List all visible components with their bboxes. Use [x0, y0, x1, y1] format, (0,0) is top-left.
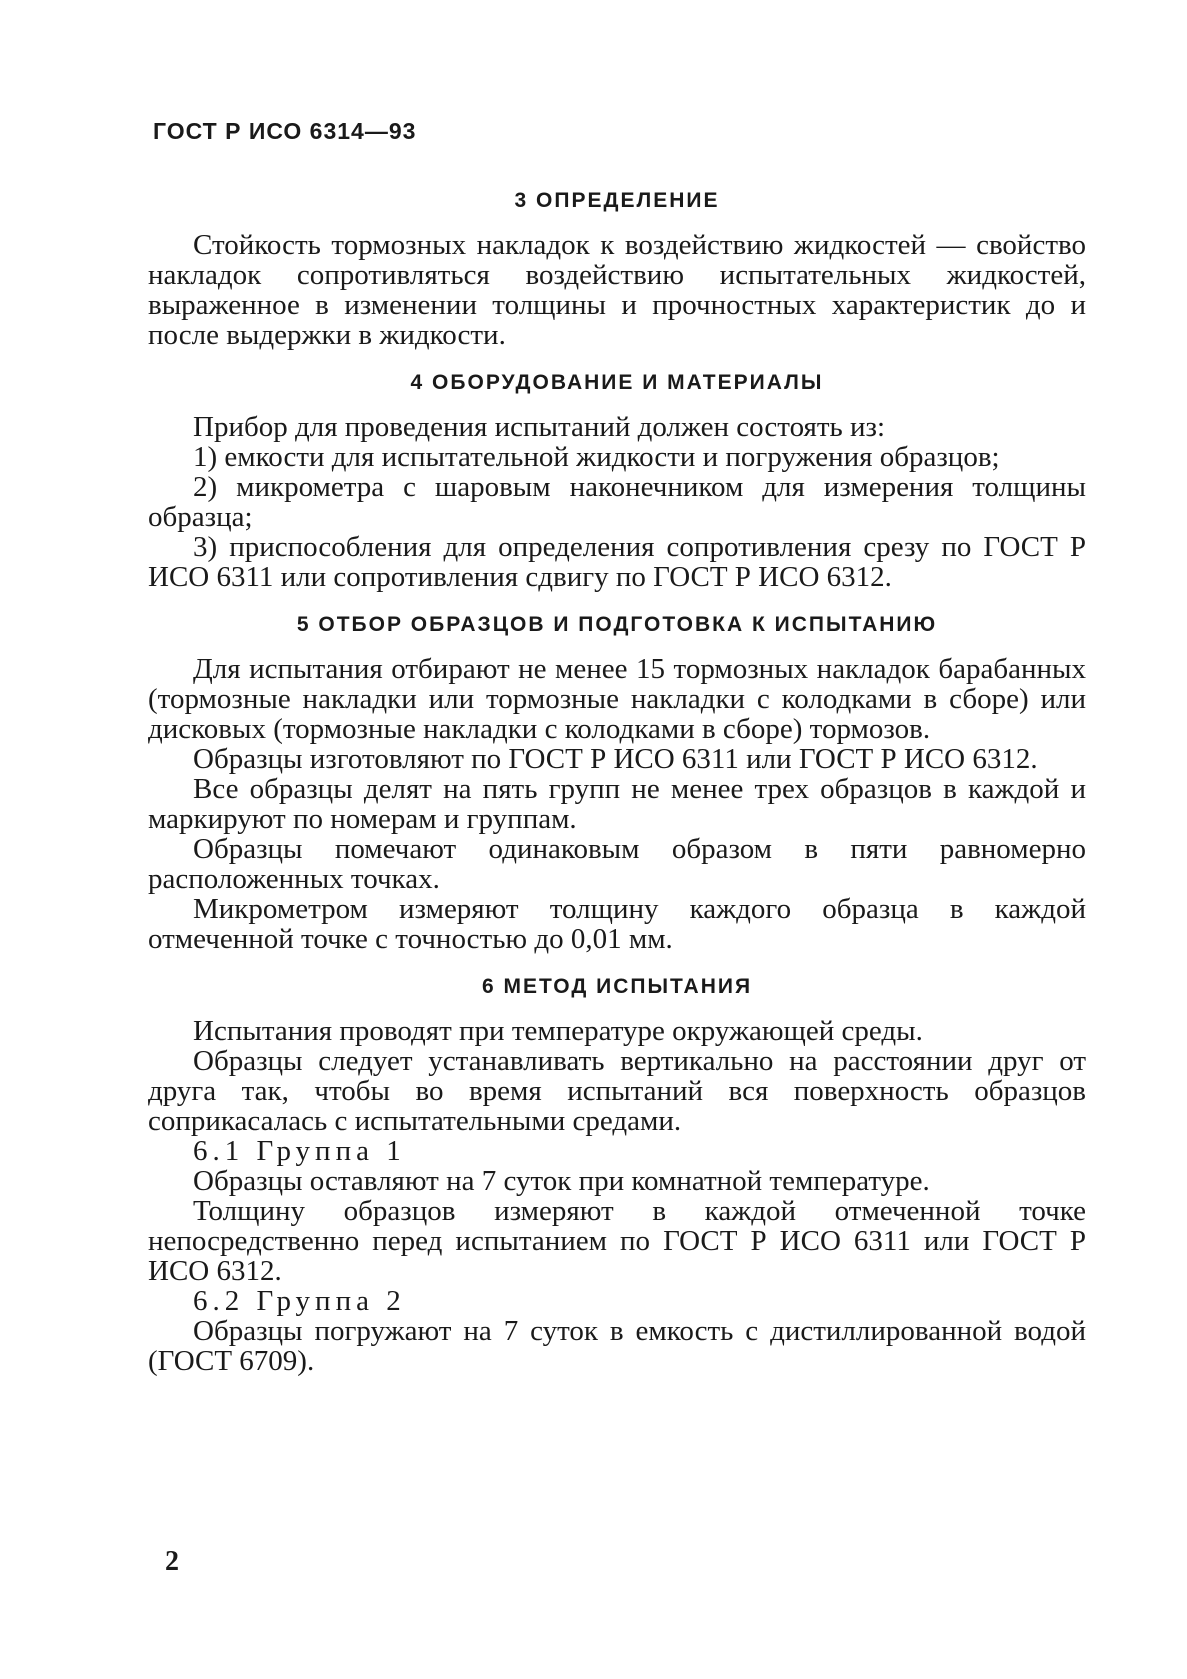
subsection-6-1-label: 6.1 Группа 1 [193, 1135, 406, 1167]
page-number: 2 [165, 1546, 179, 1577]
section-4-item-3: 3) приспособления для определения сопротивления срезу по ГОСТ Р ИСО 6311 или сопротивления сдвигу по ГОСТ Р ИСО 6312. [148, 531, 1086, 593]
section-3-title: 3 ОПРЕДЕЛЕНИЕ [514, 189, 720, 212]
subsection-6-1-paragraph-1: Образцы оставляют на 7 суток при комнатной температуре. [193, 1165, 930, 1197]
section-6-paragraph-1: Испытания проводят при температуре окружающей среды. [193, 1015, 923, 1047]
subsection-6-2-paragraph-1: Образцы погружают на 7 суток в емкость с дистиллированной водой (ГОСТ 6709). [148, 1315, 1086, 1377]
section-6-paragraph-2: Образцы следует устанавливать вертикально на расстоянии друг от друга так, чтобы во время испытаний вся поверхность образцов соприкасалась с испытательными средами. [148, 1045, 1086, 1137]
subsection-6-1-paragraph-2: Толщину образцов измеряют в каждой отмеченной точке непосредственно перед испытанием по ГОСТ Р ИСО 6311 или ГОСТ Р ИСО 6312. [148, 1195, 1086, 1287]
section-5-paragraph-2: Образцы изготовляют по ГОСТ Р ИСО 6311 или ГОСТ Р ИСО 6312. [193, 743, 1038, 775]
document-header: ГОСТ Р ИСО 6314—93 [153, 118, 417, 144]
document-body [148, 184, 1086, 1376]
section-6-title: 6 МЕТОД ИСПЫТАНИЯ [481, 975, 753, 998]
section-5-title: 5 ОТБОР ОБРАЗЦОВ И ПОДГОТОВКА К ИСПЫТАНИЮ [296, 613, 938, 636]
section-3-paragraph: Стойкость тормозных накладок к воздействию жидкостей — свойство накладок сопротивляться воздействию испытательных жидкостей, выраженное в изменении толщины и прочностных характеристик до и после выдержки в жидкости. [148, 229, 1086, 351]
section-4-item-1: 1) емкости для испытательной жидкости и погружения образцов; [193, 441, 1000, 473]
section-4-title: 4 ОБОРУДОВАНИЕ И МАТЕРИАЛЫ [410, 371, 824, 394]
subsection-6-2-label: 6.2 Группа 2 [193, 1285, 406, 1317]
section-4-item-2: 2) микрометра с шаровым наконечником для измерения толщины образца; [148, 471, 1086, 533]
section-5-paragraph-1: Для испытания отбирают не менее 15 тормозных накладок барабанных (тормозные накладки или тормозные накладки с колодками в сборе) или дисковых (тормозные накладки с колодками в сборе) тормозов. [148, 653, 1086, 745]
section-5-paragraph-3: Все образцы делят на пять групп не менее трех образцов в каждой и маркируют по номерам и группам. [148, 773, 1086, 835]
section-4-intro: Прибор для проведения испытаний должен состоять из: [193, 411, 886, 443]
section-5-paragraph-5: Микрометром измеряют толщину каждого образца в каждой отмеченной точке с точностью до 0,01 мм. [148, 893, 1086, 955]
section-5-paragraph-4: Образцы помечают одинаковым образом в пяти равномерно расположенных точках. [148, 833, 1086, 895]
